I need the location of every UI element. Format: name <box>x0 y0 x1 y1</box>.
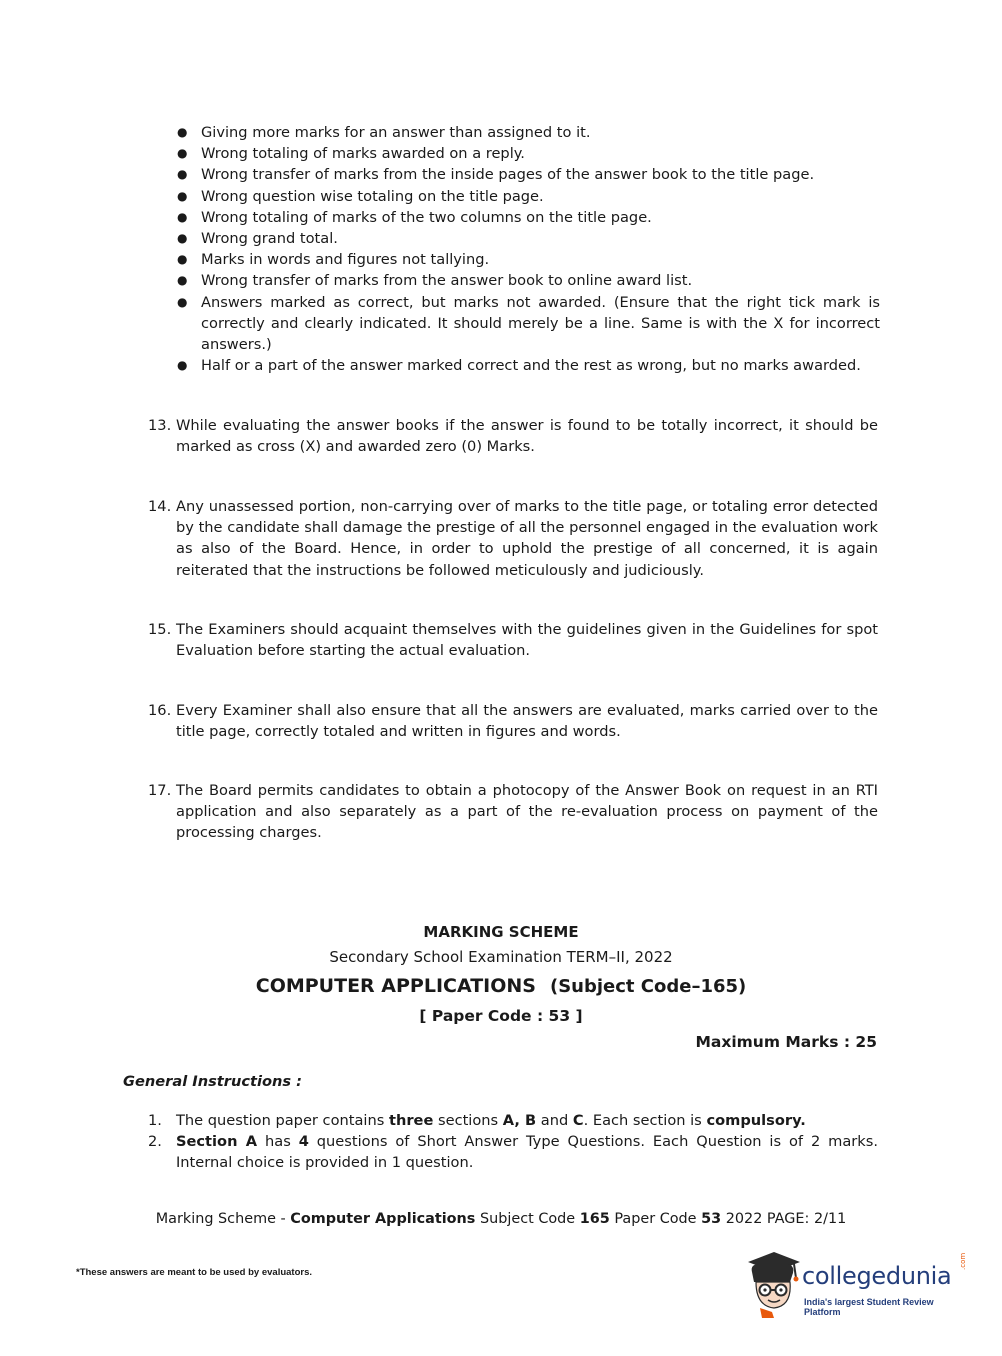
item-text: The Examiners should acquaint themselves with the guidelines given in the Guidelines for spot Evaluation before starting the actual evaluation. <box>176 621 878 660</box>
general-instructions-heading: General Instructions : <box>123 1073 303 1090</box>
bullet-icon: ● <box>177 125 188 139</box>
list-item: ● Half or a part of the answer marked correct and the rest as wrong, but no marks awarded. <box>170 355 880 376</box>
item-number: 2. <box>148 1133 162 1151</box>
item-number: 14. <box>148 498 172 515</box>
list-item: ● Wrong transfer of marks from the inside pages of the answer book to the title page. <box>170 164 880 185</box>
bullet-icon: ● <box>177 188 188 203</box>
maximum-marks: Maximum Marks : 25 <box>695 1033 877 1051</box>
evaluator-note: *These answers are meant to be used by evaluators. <box>76 1267 313 1278</box>
brand-name: collegedunia <box>802 1262 952 1290</box>
subject-name: COMPUTER APPLICATIONS <box>255 975 536 997</box>
list-item: ● Wrong totaling of marks of the two columns on the title page. <box>170 207 880 228</box>
item-text: Any unassessed portion, non-carrying over of marks to the title page, or totaling error detected by the candidate shall damage the prestige of all the personnel engaged in the evaluation work as also of the Board. Hence, in order to uphold the prestige of all concerned, it is again reiterated that the instructions be followed meticulously and judiciously. <box>176 498 878 579</box>
instruction-17 <box>148 780 878 844</box>
item-number: 16. <box>148 702 172 719</box>
subject-title <box>0 975 1002 997</box>
bullet-icon: ● <box>177 209 188 224</box>
paper-code: [ Paper Code : 53 ] <box>419 1007 583 1025</box>
item-number: 1. <box>148 1112 162 1129</box>
error-bullet-list <box>170 122 880 376</box>
list-item: ● Marks in words and figures not tallying. <box>170 249 880 270</box>
instruction-16 <box>148 700 878 742</box>
list-item: 2. Section A has 4 questions of Short Answer Type Questions. Each Question is of 2 marks. Internal choice is provided in 1 question. <box>148 1133 878 1172</box>
item-number: 17. <box>148 782 172 799</box>
bullet-icon: ● <box>177 294 188 309</box>
subject-code: (Subject Code–165) <box>549 976 747 997</box>
list-item: ● Wrong question wise totaling on the title page. <box>170 186 880 207</box>
bullet-icon: ● <box>177 167 188 182</box>
list-item: ● Answers marked as correct, but marks not awarded. (Ensure that the right tick mark is correctly and clearly indicated. It should merely be a line. Same is with the X for incorrect answers.) <box>177 293 880 354</box>
page-footer: Marking Scheme - Computer Applications Subject Code 165 Paper Code 53 2022 PAGE: 2/11 <box>155 1211 847 1227</box>
list-item: ● Wrong transfer of marks from the answer book to online award list. <box>170 270 880 291</box>
instruction-14 <box>148 496 878 581</box>
general-instructions-list <box>148 1110 878 1174</box>
item-number: 15. <box>148 621 172 638</box>
exam-name: Secondary School Examination TERM–II, 2022 <box>329 948 673 966</box>
instruction-15 <box>148 619 878 661</box>
item-text: The Board permits candidates to obtain a photocopy of the Answer Book on request in an RTI application and also separately as a part of the re-evaluation process on payment of the processing charges. <box>176 782 878 842</box>
list-item: 1. The question paper contains three sections A, B and C. Each section is compulsory. <box>148 1110 878 1131</box>
list-item: ● Wrong grand total. <box>170 228 880 249</box>
student-mascot-icon <box>742 1248 804 1318</box>
instruction-13 <box>148 415 878 457</box>
bullet-icon: ● <box>177 252 188 267</box>
collegedunia-logo <box>742 1248 972 1318</box>
list-item: ● Giving more marks for an answer than assigned to it. <box>170 122 880 143</box>
item-text: Every Examiner shall also ensure that all the answers are evaluated, marks carried over to the title page, correctly totaled and written in figures and words. <box>176 702 878 741</box>
list-item: ● Wrong totaling of marks awarded on a reply. <box>170 143 880 164</box>
bullet-icon: ● <box>177 358 188 373</box>
brand-tagline: India's largest Student Review Platform <box>804 1297 934 1317</box>
item-text: While evaluating the answer books if the answer is found to be totally incorrect, it should be marked as cross (X) and awarded zero (0) Marks. <box>176 417 878 456</box>
bullet-icon: ● <box>177 146 188 161</box>
item-number: 13. <box>148 417 172 434</box>
brand-domain: .com <box>959 1252 967 1270</box>
marking-scheme-heading: MARKING SCHEME <box>423 923 579 941</box>
bullet-icon: ● <box>177 231 188 246</box>
bullet-icon: ● <box>177 273 188 288</box>
